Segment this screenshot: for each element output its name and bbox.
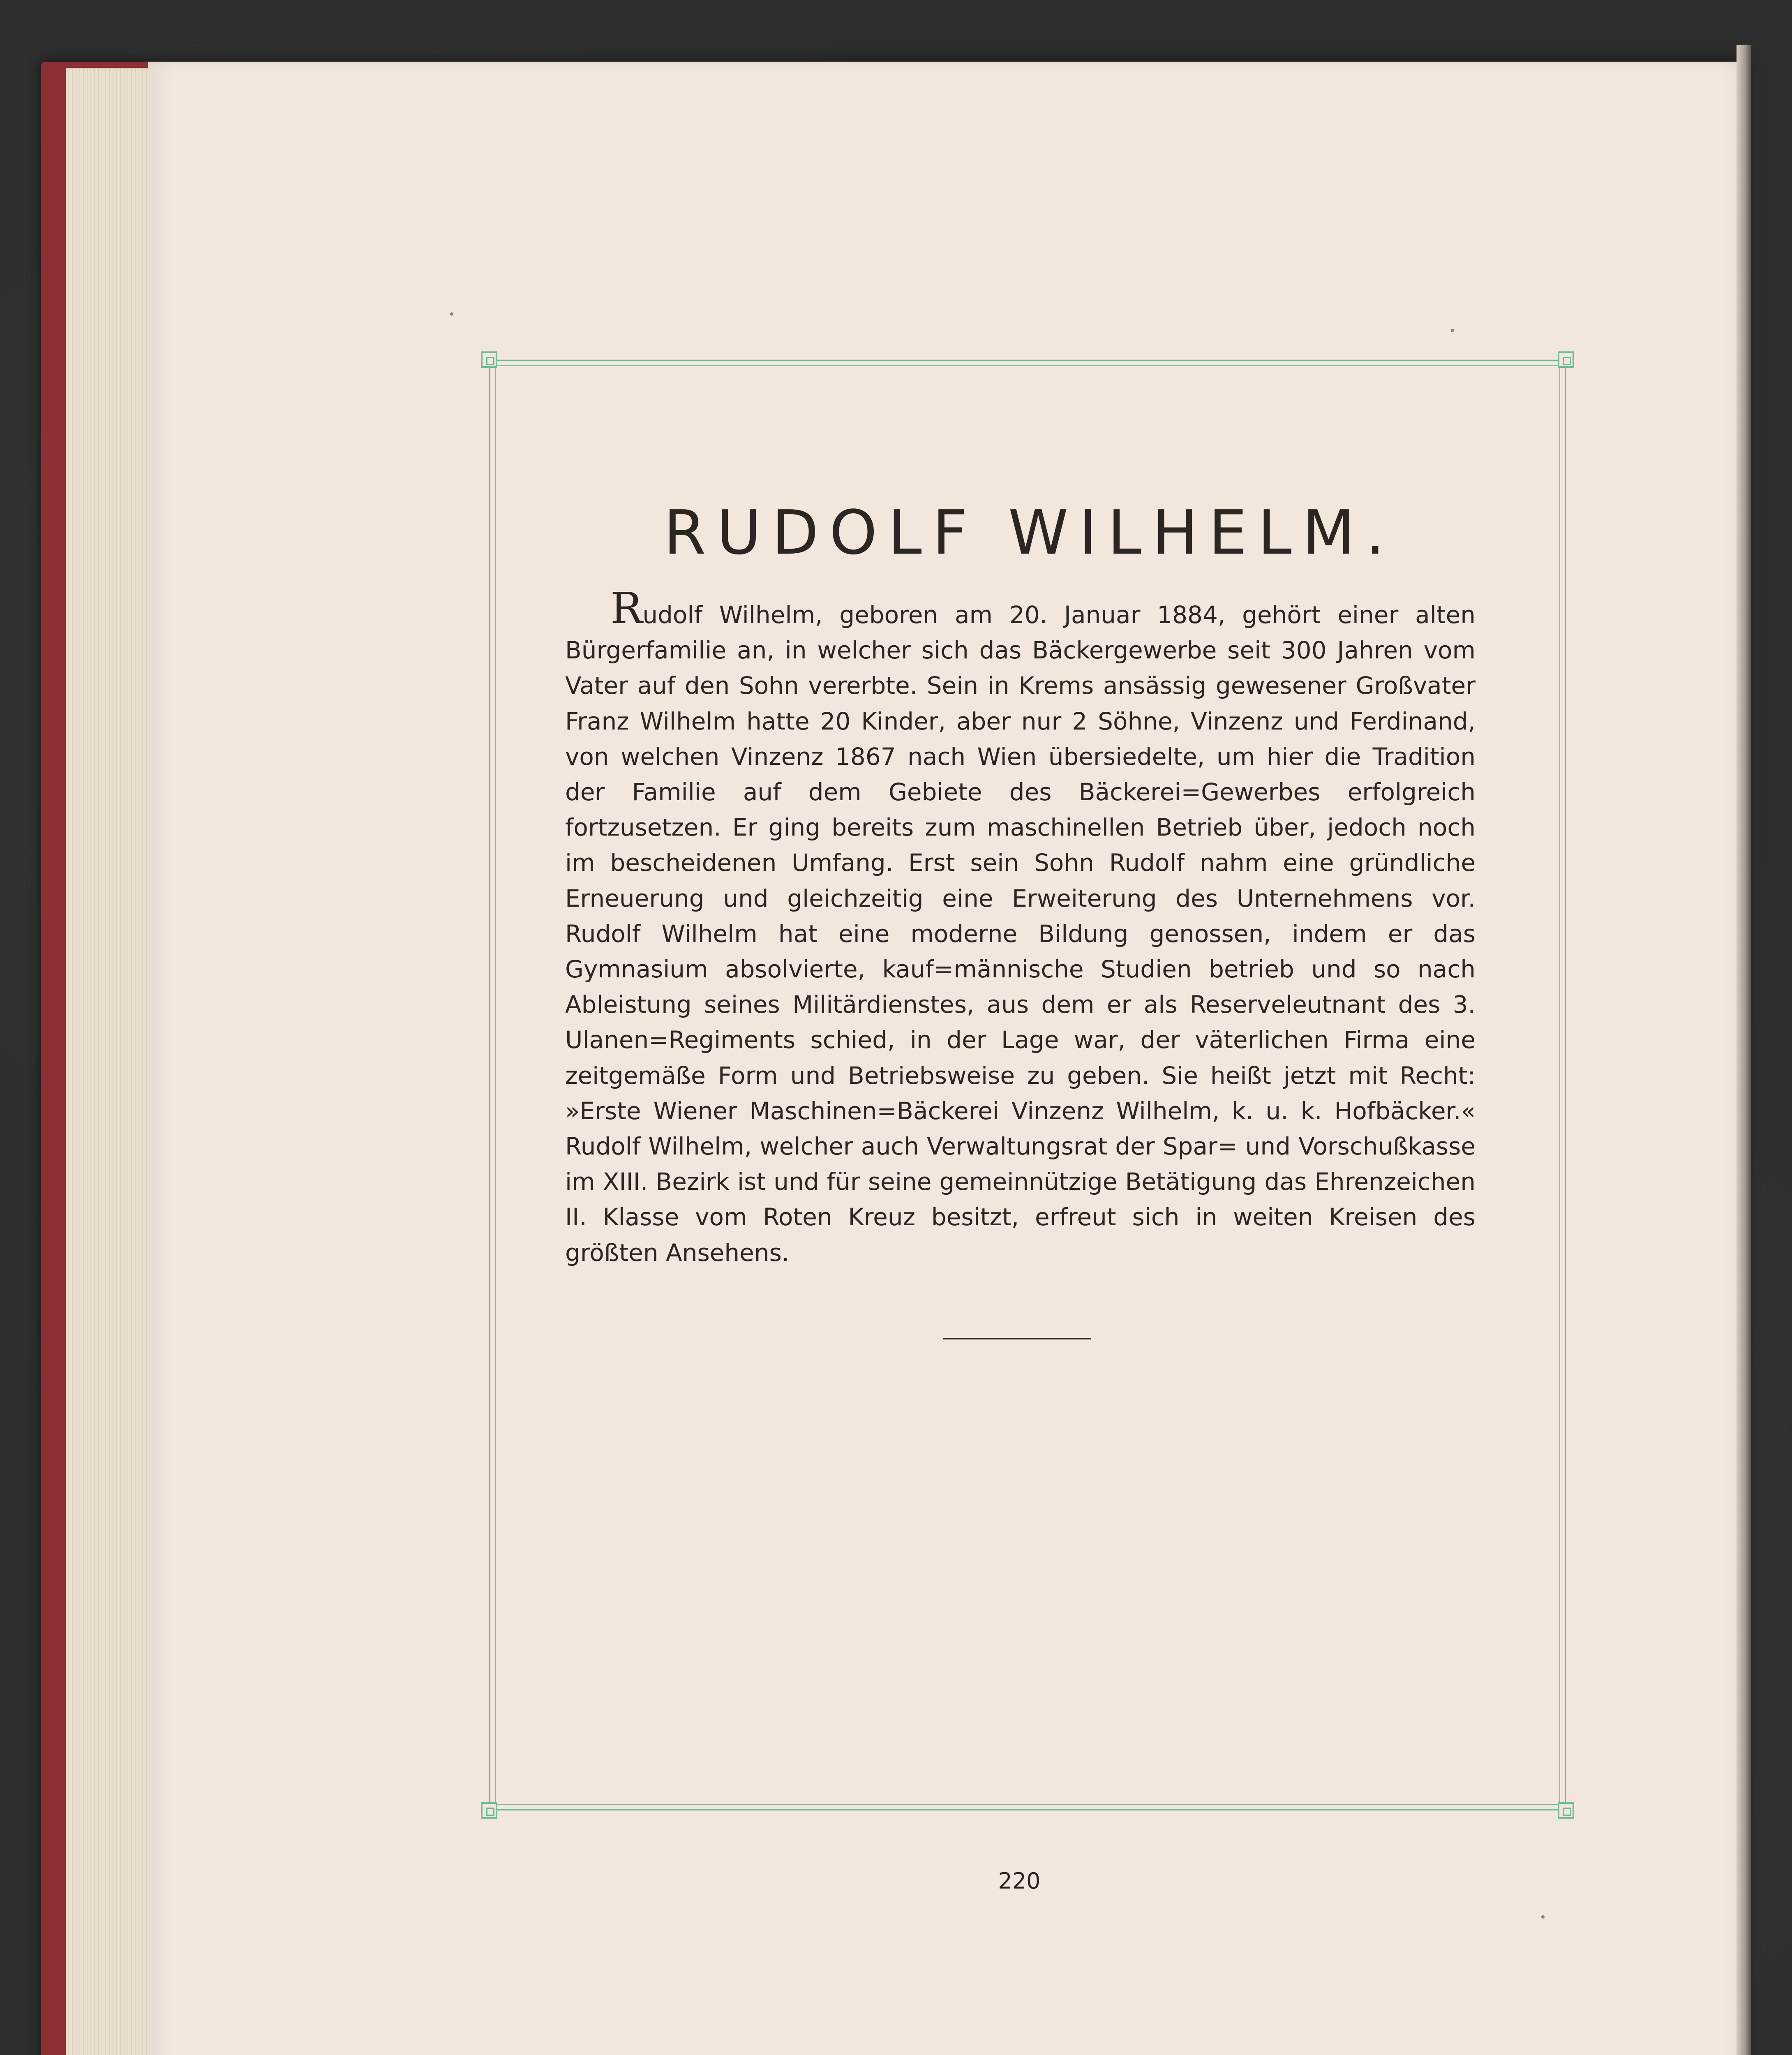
drop-cap: R [610,583,643,633]
book-gutter-edge [1737,45,1751,2055]
frame-corner-ornament [1558,351,1574,368]
paper-speck [1451,329,1454,332]
paper-speck [450,312,453,316]
body-paragraph [565,583,1476,1270]
frame-corner-ornament [1558,1802,1574,1819]
page-title: RUDOLF WILHELM. [663,497,1396,568]
page-number: 220 [998,1868,1041,1894]
frame-corner-ornament [481,351,497,368]
section-divider [943,1338,1091,1339]
body-paragraph-text: udolf Wilhelm, geboren am 20. Januar 1884, gehört einer alten Bürgerfamilie an, in welcher sich das Bäckergewerbe seit 300 Jahren vom Vater auf den Sohn vererbte. Sein in Krems ansässig gewesener Großvater Franz Wilhelm hatte 20 Kinder, aber nur 2 Söhne, Vinzenz und Ferdinand, von welchen Vinzenz 1867 nach Wien übersiedelte, um hier die Tradition der Familie auf dem Gebiete des Bäckerei=Gewerbes erfolgreich fortzusetzen. Er ging bereits zum maschinellen Betrieb über, jedoch noch im bescheidenen Umfang. Erst sein Sohn Rudolf nahm eine gründliche Erneuerung und gleichzeitig eine Erweiterung des Unternehmens vor. Rudolf Wilhelm hat eine moderne Bildung genossen, indem er das Gymnasium absolvierte, kauf=männische Studien betrieb und so nach Ableistung seines Militärdienstes, aus dem er als Reserveleutnant des 3. Ulanen=Regiments schied, in der Lage war, der väterlichen Firma eine zeitgemäße Form und Betriebsweise zu geben. Sie heißt jetzt mit Recht: »Erste Wiener Maschinen=Bäckerei Vinzenz Wilhelm, k. u. k. Hofbäcker.« Rudolf Wilhelm, welcher auch Verwaltungsrat der Spar= und Vorschußkasse im XIII. Bezirk ist und für seine gemeinnützige Betätigung das Ehrenzeichen II. Klasse vom Roten Kreuz besitzt, erfreut sich in weiten Kreisen des größten Ansehens. [565,601,1476,1267]
paper-speck [1541,1915,1545,1919]
page-edges [66,68,156,2055]
frame-corner-ornament [481,1802,497,1819]
